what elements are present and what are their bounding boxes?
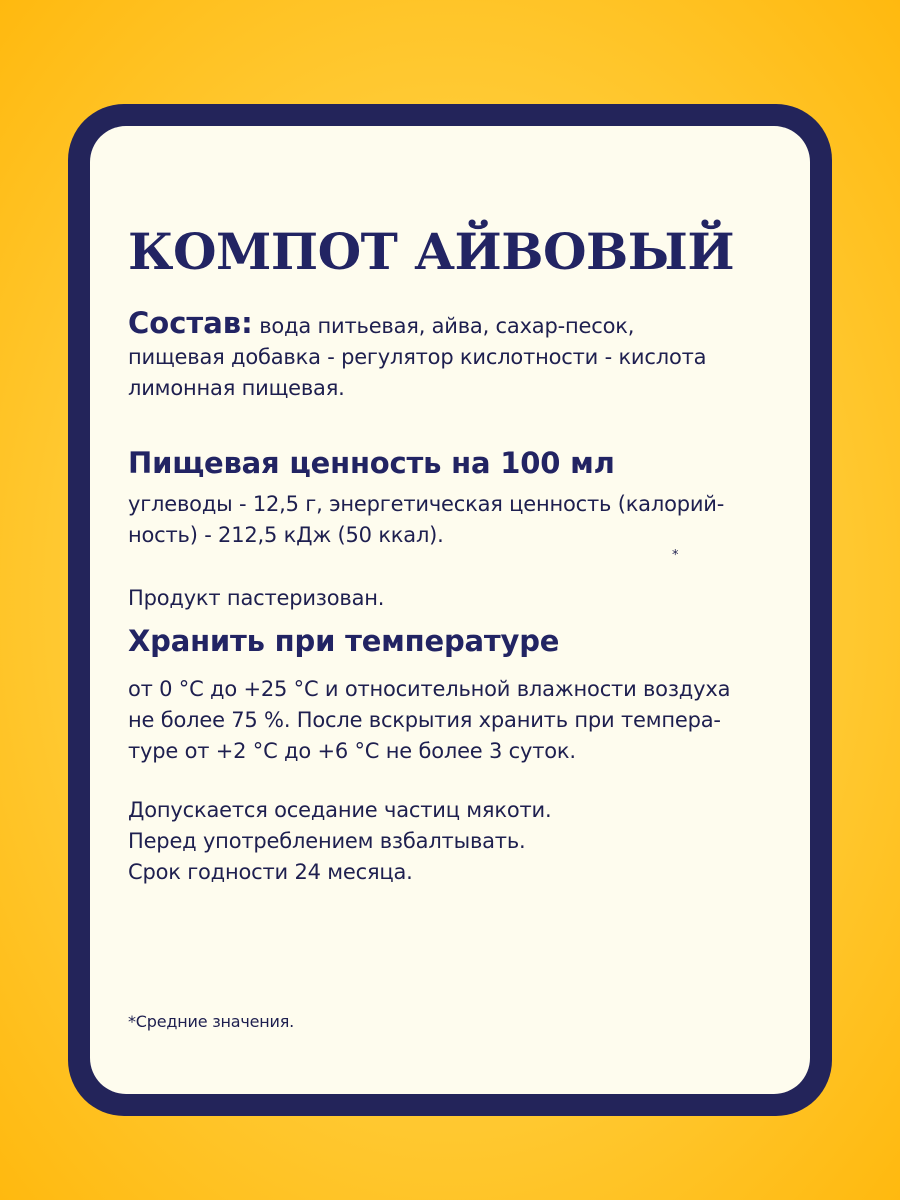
storage-heading: Хранить при температуре xyxy=(128,624,560,658)
nutrition-heading: Пищевая ценность на 100 мл xyxy=(128,446,615,480)
note-line: Срок годности 24 месяца. xyxy=(128,860,413,884)
nutrition-text xyxy=(128,489,788,551)
composition-section xyxy=(128,308,788,404)
note-line: Перед употреблением взбалтывать. xyxy=(128,829,526,853)
note-line: Допускается оседание частиц мякоти. xyxy=(128,798,552,822)
nutrition-line: ность) - 212,5 кДж (50 ккал). xyxy=(128,523,444,547)
notes-section xyxy=(128,795,788,888)
composition-line: лимонная пищевая. xyxy=(128,376,345,400)
pasteurized-note: Продукт пастеризован. xyxy=(128,586,385,610)
storage-line: туре от +2 °С до +6 °С не более 3 суток. xyxy=(128,739,576,763)
composition-line: вода питьевая, айва, сахар-песок, xyxy=(259,314,635,338)
footnote: *Средние значения. xyxy=(128,1012,295,1031)
nutrition-line: углеводы - 12,5 г, энергетическая ценность (калорий- xyxy=(128,492,725,516)
composition-label: Состав: xyxy=(128,306,253,340)
composition-line: пищевая добавка - регулятор кислотности - кислота xyxy=(128,345,707,369)
storage-line: от 0 °С до +25 °С и относительной влажности воздуха xyxy=(128,677,731,701)
product-title: КОМПОТ АЙВОВЫЙ xyxy=(128,222,735,281)
storage-text xyxy=(128,674,788,767)
storage-line: не более 75 %. После вскрытия хранить при темпера- xyxy=(128,708,721,732)
footnote-asterisk: * xyxy=(672,548,679,563)
